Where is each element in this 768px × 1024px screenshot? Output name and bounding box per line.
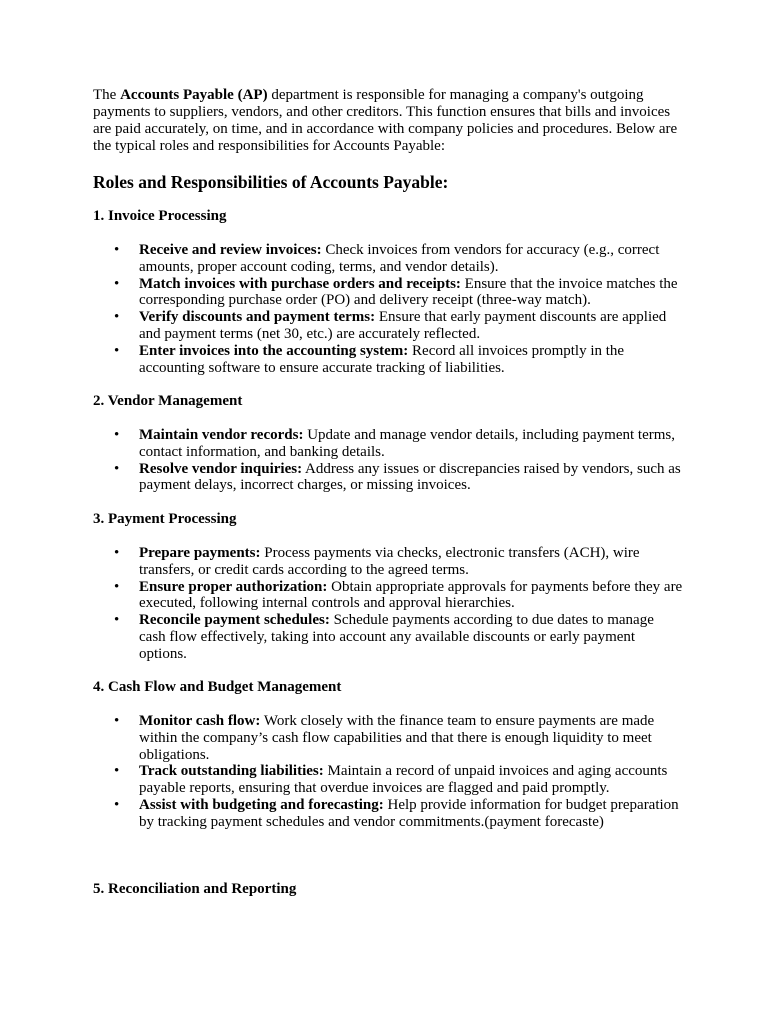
bullet-text: Update and manage vendor details, including payment terms, contact information, and banking details. xyxy=(139,427,675,460)
bullet-list-invoice-processing xyxy=(93,242,683,376)
list-item xyxy=(93,612,683,662)
list-item xyxy=(93,797,683,831)
bullet-text: Schedule payments according to due dates to manage cash flow effectively, taking into account any available discounts or early payment options. xyxy=(139,612,654,662)
intro-paragraph xyxy=(93,87,683,155)
bullet-list-cash-flow xyxy=(93,713,683,831)
bullet-icon: • xyxy=(114,427,120,443)
bullet-text: Record all invoices promptly in the accounting software to ensure accurate tracking of liabilities. xyxy=(139,342,625,376)
bullet-icon: • xyxy=(114,460,120,477)
bullet-icon: • xyxy=(114,275,120,292)
bullet-lead: Verify discounts and payment terms: xyxy=(139,309,376,326)
bullet-list-payment-processing xyxy=(93,545,683,663)
list-item xyxy=(93,427,683,461)
section-heading-cash-flow: 4. Cash Flow and Budget Management xyxy=(93,679,342,695)
list-item xyxy=(93,763,683,797)
bullet-icon: • xyxy=(114,796,120,813)
bullet-text: Address any issues or discrepancies raised by vendors, such as payment delays, incorrect charges, or missing invoices. xyxy=(139,460,681,494)
bullet-lead: Ensure proper authorization: xyxy=(139,578,328,595)
intro-pre: The xyxy=(93,87,121,103)
bullet-lead: Prepare payments: xyxy=(139,545,261,561)
list-item xyxy=(93,713,683,763)
bullet-icon: • xyxy=(114,612,120,629)
list-item xyxy=(93,545,683,579)
section-heading-payment-processing: 3. Payment Processing xyxy=(93,511,237,527)
intro-bold-term: Accounts Payable (AP) xyxy=(120,87,268,103)
bullet-lead: Assist with budgeting and forecasting: xyxy=(139,796,384,813)
bullet-text: Check invoices from vendors for accuracy (e.g., correct amounts, proper account coding, terms, and vendor details). xyxy=(139,242,660,275)
bullet-lead: Monitor cash flow: xyxy=(139,713,261,729)
bullet-text: Help provide information for budget preparation by tracking payment schedules and vendor commitments.(payment forecaste) xyxy=(139,796,679,830)
bullet-text: Maintain a record of unpaid invoices and aging accounts payable reports, ensuring that overdue invoices are flagged and paid promptly. xyxy=(139,763,668,797)
list-item xyxy=(93,276,683,310)
bullet-text: Process payments via checks, electronic transfers (ACH), wire transfers, or credit cards according to the agreed terms. xyxy=(139,545,640,578)
list-item xyxy=(93,579,683,613)
bullet-lead: Receive and review invoices: xyxy=(139,242,322,258)
bullet-icon: • xyxy=(114,242,120,258)
bullet-lead: Track outstanding liabilities: xyxy=(139,763,324,780)
list-item xyxy=(93,461,683,495)
section-heading-reconciliation: 5. Reconciliation and Reporting xyxy=(93,881,297,897)
intro-post: department is responsible for managing a company's outgoing payments to suppliers, vendors, and other creditors. This function ensures that bills and invoices are paid accurately, on time, and in accordance with company policies and procedures. Below are the typical roles and responsibilities for Accounts Payable: xyxy=(93,87,678,154)
bullet-text: Work closely with the finance team to ensure payments are made within the company’s cash flow capabilities and that there is enough liquidity to meet obligations. xyxy=(139,713,655,763)
bullet-lead: Reconcile payment schedules: xyxy=(139,612,330,629)
bullet-lead: Maintain vendor records: xyxy=(139,427,304,443)
list-item xyxy=(93,242,683,276)
section-heading-invoice-processing: 1. Invoice Processing xyxy=(93,208,227,224)
bullet-icon: • xyxy=(114,545,120,561)
bullet-icon: • xyxy=(114,342,120,359)
bullet-icon: • xyxy=(114,763,120,780)
document-page xyxy=(93,87,683,897)
main-heading: Roles and Responsibilities of Accounts Payable: xyxy=(93,172,449,192)
section-heading-vendor-management: 2. Vendor Management xyxy=(93,393,243,409)
bullet-text: Obtain appropriate approvals for payments before they are executed, following internal controls and approval hierarchies. xyxy=(139,578,683,612)
bullet-text: Ensure that the invoice matches the corresponding purchase order (PO) and delivery receipt (three-way match). xyxy=(139,275,678,309)
bullet-lead: Match invoices with purchase orders and receipts: xyxy=(139,275,461,292)
bullet-icon: • xyxy=(114,309,120,326)
bullet-lead: Resolve vendor inquiries: xyxy=(139,460,303,477)
list-item xyxy=(93,343,683,377)
bullet-icon: • xyxy=(114,578,120,595)
list-item xyxy=(93,309,683,343)
bullet-lead: Enter invoices into the accounting system: xyxy=(139,342,409,359)
bullet-list-vendor-management xyxy=(93,427,683,494)
bullet-text: Ensure that early payment discounts are applied and payment terms (net 30, etc.) are accurately reflected. xyxy=(139,309,667,342)
bullet-icon: • xyxy=(114,713,120,729)
